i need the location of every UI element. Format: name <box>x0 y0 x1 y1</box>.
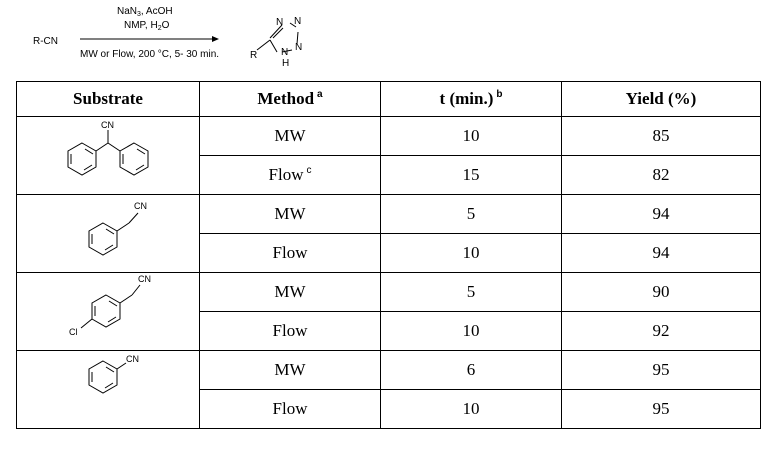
yield-cell: 90 <box>562 273 761 312</box>
phenylacetonitrile-structure <box>48 195 168 267</box>
reagents-line-1: NaN$_3$, AcOH <box>117 6 173 18</box>
tetrazole-n3: N <box>295 42 303 53</box>
reaction-scheme-drawing <box>0 0 768 80</box>
method-cell: Flow <box>200 312 381 351</box>
benzonitrile-structure <box>48 351 168 423</box>
method-cell: MW <box>200 195 381 234</box>
table-row <box>17 351 761 390</box>
table-row <box>17 117 761 156</box>
header-time: t (min.) $^b$ <box>381 82 562 117</box>
method-cell: MW <box>200 351 381 390</box>
table-row <box>17 195 761 234</box>
method-cell: Flow <box>200 390 381 429</box>
header-substrate: Substrate <box>17 82 200 117</box>
substrate-diphenylacetonitrile <box>17 117 200 195</box>
yield-cell: 95 <box>562 351 761 390</box>
reagents-line-2: NMP, $H_2O$ <box>124 20 170 32</box>
tetrazole-h: H <box>282 58 290 69</box>
yield-cell: 85 <box>562 117 761 156</box>
tetrazole-n4: N <box>281 47 289 58</box>
tetrazole-n1: N <box>276 17 284 28</box>
reactant-label: R-CN <box>33 36 58 47</box>
yield-cell: 82 <box>562 156 761 195</box>
reaction-conditions: MW or Flow, 200 °C, 5- 30 min. <box>80 49 220 60</box>
method-cell: Flow <box>200 234 381 273</box>
substrate-phenylacetonitrile <box>17 195 200 273</box>
cl-label: Cl <box>69 327 78 337</box>
time-cell: 10 <box>381 390 562 429</box>
yield-cell: 92 <box>562 312 761 351</box>
reaction-scheme <box>0 0 768 80</box>
time-cell: 10 <box>381 234 562 273</box>
substrate-benzonitrile <box>17 351 200 429</box>
reaction-arrow-head <box>212 36 219 42</box>
diphenylacetonitrile-structure <box>48 117 168 189</box>
results-table <box>16 81 761 429</box>
tetrazole-product <box>250 16 302 69</box>
cn-label: CN <box>101 120 114 130</box>
time-cell: 15 <box>381 156 562 195</box>
footnote-c: c <box>306 165 312 177</box>
cn-label: CN <box>126 354 139 364</box>
time-cell: 5 <box>381 273 562 312</box>
chlorophenylacetonitrile-structure <box>48 273 168 345</box>
tetrazole-n2: N <box>294 16 302 27</box>
method-cell: Flow $^c$ <box>200 156 381 195</box>
substrate-chlorophenylacetonitrile <box>17 273 200 351</box>
cn-label: CN <box>138 274 151 284</box>
yield-cell: 94 <box>562 195 761 234</box>
time-cell: 5 <box>381 195 562 234</box>
header-yield: Yield (%) <box>562 82 761 117</box>
yield-cell: 94 <box>562 234 761 273</box>
yield-cell: 95 <box>562 390 761 429</box>
method-cell: MW <box>200 273 381 312</box>
table-row <box>17 273 761 312</box>
time-cell: 10 <box>381 117 562 156</box>
header-method: Method $^a$ <box>200 82 381 117</box>
table-header-row <box>17 82 761 117</box>
cn-label: CN <box>134 201 147 211</box>
footnote-a: a <box>317 89 323 101</box>
time-cell: 10 <box>381 312 562 351</box>
time-cell: 6 <box>381 351 562 390</box>
footnote-b: b <box>496 89 503 101</box>
tetrazole-r: R <box>250 50 258 61</box>
method-cell: MW <box>200 117 381 156</box>
